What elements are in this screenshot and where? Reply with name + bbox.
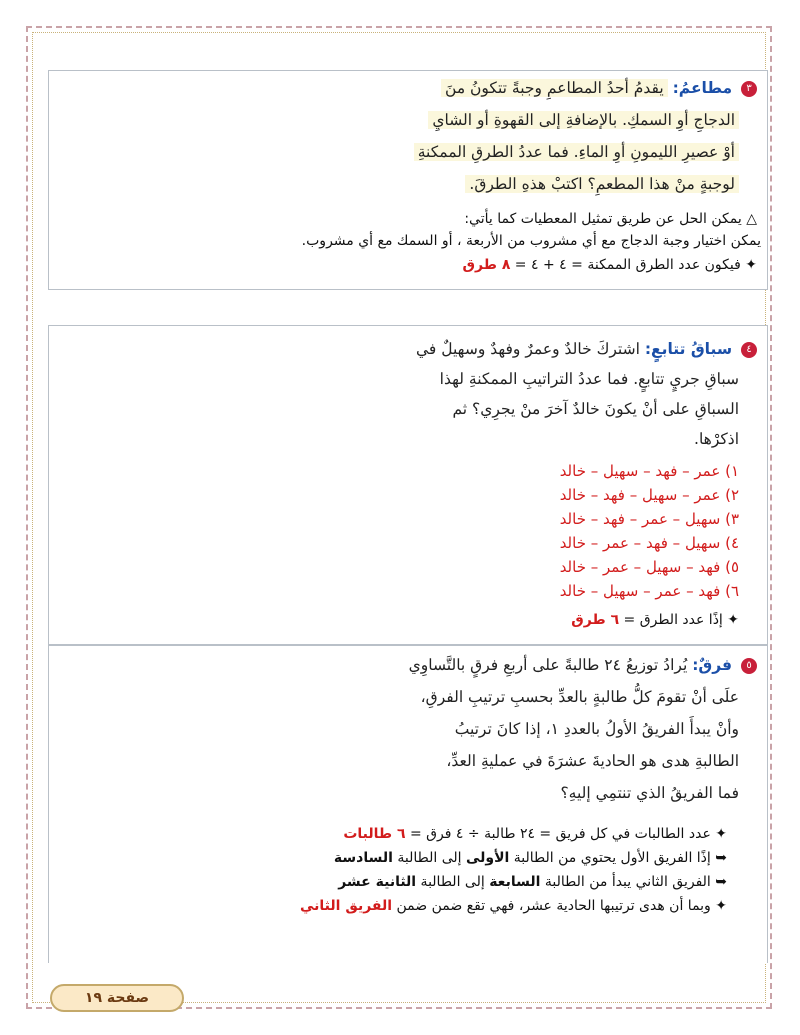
q3-number-badge: ٣ — [741, 81, 757, 97]
q4-title: سباقُ تتابعٍ: — [644, 340, 733, 358]
question-4-box — [48, 325, 768, 645]
q3-line-1 — [441, 79, 757, 97]
q3-text-3: أوْ عصيرِ الليمونِ أوِ الماءِ. فما عددُ الطرقِ الممكنةِ — [414, 143, 739, 161]
q4-line-4: اذكرْها. — [694, 430, 739, 448]
question-5-box — [48, 645, 768, 963]
q3-text-4: لوجبةٍ منْ هذا المطعمِ؟ اكتبْ هذهِ الطرقَ. — [465, 175, 739, 193]
q5-answer-1 — [343, 826, 727, 842]
q5-answer-3-mid: إلى الطالبة — [416, 874, 490, 890]
q4-result-value: ٦ طرق — [571, 612, 620, 628]
q5-answer-4-value: الفريق الثاني — [300, 898, 393, 914]
q5-answer-1-value: ٦ طالبات — [343, 826, 406, 842]
q3-answer-line-2: يمكن اختيار وجبة الدجاج مع أي مشروب من الأربعة ، أو السمك مع أي مشروب. — [301, 233, 761, 249]
q5-answer-4-text: ✦ وبما أن هدى ترتيبها الحادية عشر، فهي تقع ضمن ضمن — [392, 898, 727, 914]
q4-line-1 — [416, 340, 757, 358]
q4-order-1: ١) عمر – فهد – سهيل – خالد — [559, 462, 739, 480]
q3-result-text: ✦ فيكون عدد الطرق الممكنة = ٤ + ٤ = — [510, 257, 757, 273]
q5-answer-4 — [300, 898, 727, 914]
q3-title: مطاعمُ: — [672, 79, 733, 97]
q4-text-1: اشتركَ خالدٌ وعمرٌ وفهدٌ وسهيلٌ في — [416, 340, 640, 358]
q5-answer-2-text: ➥ إذًا الفريق الأول يحتوي من الطالبة — [509, 850, 727, 866]
q5-number-badge: ٥ — [741, 658, 757, 674]
q4-line-3: السباقِ على أنْ يكونَ خالدٌ آخرَ منْ يجرِي؟ ثم — [452, 400, 739, 418]
q4-number-badge: ٤ — [741, 342, 757, 358]
q3-result — [463, 257, 757, 273]
q3-answer-line-1: △ يمكن الحل عن طريق تمثيل المعطيات كما يأتي: — [464, 211, 757, 227]
q4-order-6: ٦) فهد – عمر – سهيل – خالد — [559, 582, 739, 600]
q5-text-1: يُرادُ توزيعُ ٢٤ طالبةً على أربعِ فرقٍ بالتَّساوِي — [408, 656, 688, 674]
q5-answer-3 — [338, 874, 727, 890]
q5-line-4: الطالبةِ هدى هو الحاديةَ عشرَةَ في عمليةِ العدِّ، — [446, 752, 739, 770]
q4-order-4: ٤) سهيل – فهد – عمر – خالد — [559, 534, 739, 552]
q5-answer-2-mid: إلى الطالبة — [392, 850, 466, 866]
q3-result-value: ٨ طرق — [462, 257, 511, 273]
q4-order-5: ٥) فهد – سهيل – عمر – خالد — [559, 558, 739, 576]
q4-result-text: ✦ إذًا عدد الطرق = — [619, 612, 739, 628]
q3-text-2: الدجاجِ أوِ السمكِ. بالإضافةِ إلى القهوةِ أو الشايِ — [428, 111, 739, 129]
q4-line-2: سباقِ جريٍ تتابعٍ. فما عددُ التراتيبِ الممكنةِ لهذا — [439, 370, 739, 388]
q4-result — [571, 612, 739, 628]
q5-answer-3-last: الثانية عشر — [338, 874, 417, 890]
q3-text-1: يقدمُ أحدُ المطاعمِ وجبةً تتكونُ منَ — [441, 79, 668, 97]
q5-title: فرقٌ: — [692, 656, 733, 674]
q3-line-4 — [465, 175, 739, 193]
page-number-badge: صفحة ١٩ — [50, 984, 184, 1012]
question-3-box — [48, 70, 768, 290]
q4-order-3: ٣) سهيل – عمر – فهد – خالد — [559, 510, 739, 528]
q3-line-2 — [428, 111, 739, 129]
q4-order-2: ٢) عمر – سهيل – فهد – خالد — [559, 486, 739, 504]
q5-answer-2 — [334, 850, 727, 866]
q5-answer-1-text: ✦ عدد الطالبات في كل فريق = ٢٤ طالبة ÷ ٤ فرق = — [405, 826, 727, 842]
q3-line-3 — [414, 143, 739, 161]
q5-line-5: فما الفريقُ الذي تنتمِي إليهِ؟ — [560, 784, 739, 802]
q5-answer-2-first: الأولى — [465, 850, 510, 866]
q5-answer-3-text: ➥ الفريق الثاني يبدأ من الطالبة — [540, 874, 727, 890]
q5-line-3: وأنْ يبدأَ الفريقُ الأولُ بالعددِ ١، إذا كانَ ترتيبُ — [454, 720, 739, 738]
q5-line-1 — [409, 656, 757, 674]
q5-line-2: علَى أنْ تقومَ كلُّ طالبةٍ بالعدِّ بحسبِ ترتيبِ الفرقِ، — [420, 688, 739, 706]
q5-answer-2-last: السادسة — [333, 850, 393, 866]
q5-answer-3-first: السابعة — [489, 874, 541, 890]
